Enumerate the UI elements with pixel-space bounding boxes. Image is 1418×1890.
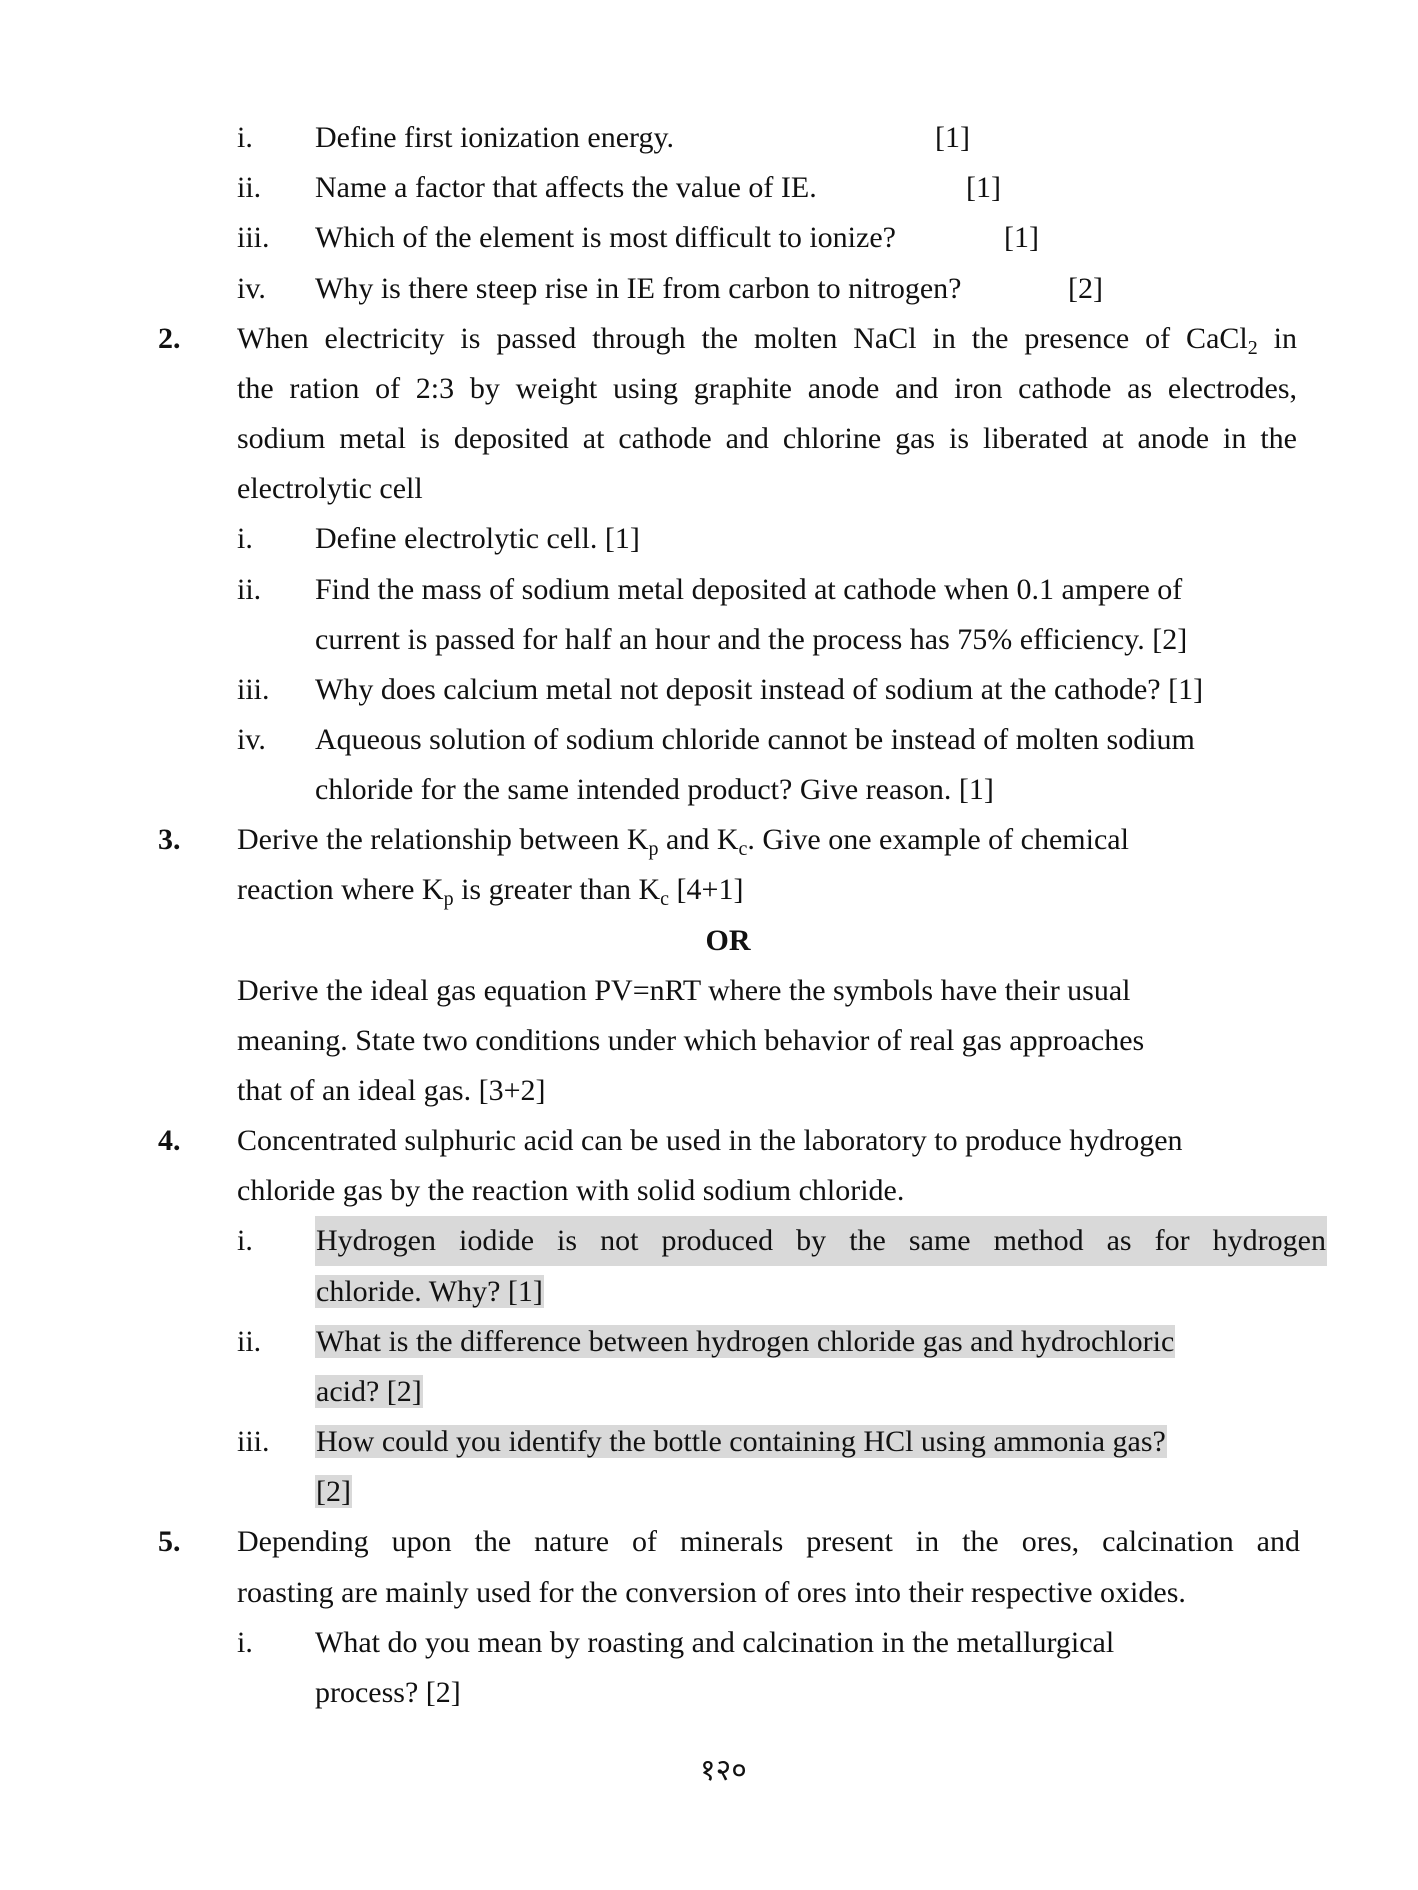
subpart-label: i. — [237, 1224, 253, 1257]
marks: [1] — [935, 121, 970, 154]
highlighted-text: Hydrogen iodide is not produced by the same method as for hydrogen — [315, 1216, 1327, 1266]
highlighted-text: How could you identify the bottle containing HCl using ammonia gas? — [316, 1425, 1166, 1458]
highlighted-text: chloride. Why? [1] — [316, 1275, 543, 1308]
question-number: 4. — [158, 1124, 181, 1157]
subpart-text: Find the mass of sodium metal deposited at cathode when 0.1 ampere of — [315, 573, 1183, 606]
q2-line-2 — [0, 364, 1418, 414]
marks: [2] — [1068, 272, 1103, 305]
q2-line-3 — [0, 414, 1418, 464]
subpart-text — [315, 1216, 1327, 1266]
subpart-label: i. — [237, 522, 253, 555]
q4-line-1 — [0, 1116, 1418, 1166]
q1-subpart-ii — [0, 163, 1418, 213]
question-text — [237, 865, 743, 915]
subpart-label: i. — [237, 1626, 253, 1659]
question-number: 3. — [158, 823, 181, 856]
subpart-label: ii. — [237, 1325, 262, 1358]
q4-line-2 — [0, 1166, 1418, 1216]
q2-subpart-iv — [0, 715, 1418, 765]
subpart-text — [315, 1467, 352, 1517]
subpart-label: ii. — [237, 171, 262, 204]
question-text: chloride gas by the reaction with solid sodium chloride. — [237, 1174, 905, 1207]
q2-subpart-i — [0, 514, 1418, 564]
q1-subpart-iii — [0, 213, 1418, 263]
subpart-text: Aqueous solution of sodium chloride cannot be instead of molten sodium — [315, 723, 1195, 756]
q4-subpart-iii — [0, 1417, 1418, 1467]
q3-alt-line-1 — [0, 966, 1418, 1016]
subpart-text — [315, 1367, 423, 1417]
subpart-text: Define first ionization energy. — [315, 121, 675, 154]
q2-line-1 — [0, 314, 1418, 364]
question-text: the ration of 2:3 by weight using graphite anode and iron cathode as electrodes, — [237, 372, 1297, 405]
marks: [1] — [966, 171, 1001, 204]
q5-subpart-i-cont — [0, 1668, 1418, 1718]
text-segment: is greater than K — [453, 873, 661, 906]
q4-subpart-ii-cont — [0, 1367, 1418, 1417]
q2-line-4 — [0, 464, 1418, 514]
q4-subpart-i — [0, 1216, 1418, 1266]
subpart-text: What do you mean by roasting and calcination in the metallurgical — [315, 1626, 1115, 1659]
question-text: sodium metal is deposited at cathode and chlorine gas is liberated at anode in the — [237, 422, 1297, 455]
text-segment: [4+1] — [669, 873, 744, 906]
subscript: 2 — [1247, 337, 1258, 359]
page-number: १२० — [700, 1753, 747, 1788]
question-text: that of an ideal gas. [3+2] — [237, 1074, 546, 1107]
question-number: 5. — [158, 1525, 181, 1558]
text-segment: . Give one example of chemical — [747, 823, 1129, 856]
subpart-text: Why is there steep rise in IE from carbon to nitrogen? — [315, 272, 962, 305]
question-number: 2. — [158, 322, 181, 355]
question-text: meaning. State two conditions under which behavior of real gas approaches — [237, 1024, 1145, 1057]
subpart-text: Which of the element is most difficult to ionize? — [315, 221, 896, 254]
highlighted-text: acid? [2] — [316, 1375, 422, 1408]
q1-subpart-i — [0, 113, 1418, 163]
text-segment: and K — [658, 823, 739, 856]
subpart-text: Define electrolytic cell. [1] — [315, 522, 640, 555]
question-text — [237, 815, 1129, 865]
q3-alt-line-2 — [0, 1016, 1418, 1066]
q1-subpart-iv — [0, 264, 1418, 314]
subscript: p — [648, 838, 659, 860]
question-text — [237, 314, 1297, 364]
subpart-label: iii. — [237, 1425, 270, 1458]
subpart-label: iv. — [237, 723, 266, 756]
q4-subpart-iii-cont — [0, 1467, 1418, 1517]
q5-subpart-i — [0, 1618, 1418, 1668]
question-text: roasting are mainly used for the conversion of ores into their respective oxides. — [237, 1576, 1186, 1609]
q5-line-2 — [0, 1568, 1418, 1618]
q3-line-2 — [0, 865, 1418, 915]
highlighted-text: What is the difference between hydrogen chloride gas and hydrochloric — [316, 1325, 1175, 1358]
q3-line-1 — [0, 815, 1418, 865]
text-segment: Derive the relationship between K — [237, 823, 649, 856]
subpart-text: process? [2] — [315, 1676, 461, 1709]
subpart-text: Name a factor that affects the value of IE. — [315, 171, 817, 204]
text-segment: reaction where K — [237, 873, 444, 906]
q5-line-1 — [0, 1517, 1418, 1567]
marks: [1] — [1004, 221, 1039, 254]
subpart-label: iii. — [237, 221, 270, 254]
subpart-label: iv. — [237, 272, 266, 305]
subpart-text: Why does calcium metal not deposit instead of sodium at the cathode? [1] — [315, 673, 1204, 706]
subscript: c — [738, 838, 748, 860]
subpart-text — [315, 1417, 1167, 1467]
q2-subpart-iv-cont — [0, 765, 1418, 815]
subpart-label: iii. — [237, 673, 270, 706]
question-text: Depending upon the nature of minerals present in the ores, calcination and — [237, 1525, 1300, 1558]
text-segment: in — [1257, 322, 1297, 355]
q4-subpart-ii — [0, 1317, 1418, 1367]
subscript: c — [660, 888, 670, 910]
subpart-text — [315, 1267, 544, 1317]
question-text: Concentrated sulphuric acid can be used in the laboratory to produce hydrogen — [237, 1124, 1183, 1157]
question-text: Derive the ideal gas equation PV=nRT where the symbols have their usual — [237, 974, 1131, 1007]
subpart-text: chloride for the same intended product? Give reason. [1] — [315, 773, 994, 806]
subpart-label: i. — [237, 121, 253, 154]
q2-subpart-iii — [0, 665, 1418, 715]
q2-subpart-ii-cont — [0, 615, 1418, 665]
text-segment: When electricity is passed through the molten NaCl in the presence of CaCl — [237, 322, 1248, 355]
subpart-text: current is passed for half an hour and the process has 75% efficiency. [2] — [315, 623, 1188, 656]
q2-subpart-ii — [0, 565, 1418, 615]
subscript: p — [443, 888, 454, 910]
q4-subpart-i-cont — [0, 1267, 1418, 1317]
or-divider — [0, 916, 1418, 966]
q3-alt-line-3 — [0, 1066, 1418, 1116]
subpart-text — [315, 1317, 1175, 1367]
highlighted-text: [2] — [316, 1475, 351, 1508]
or-label: OR — [705, 924, 751, 957]
subpart-label: ii. — [237, 573, 262, 606]
question-text: electrolytic cell — [237, 472, 423, 505]
